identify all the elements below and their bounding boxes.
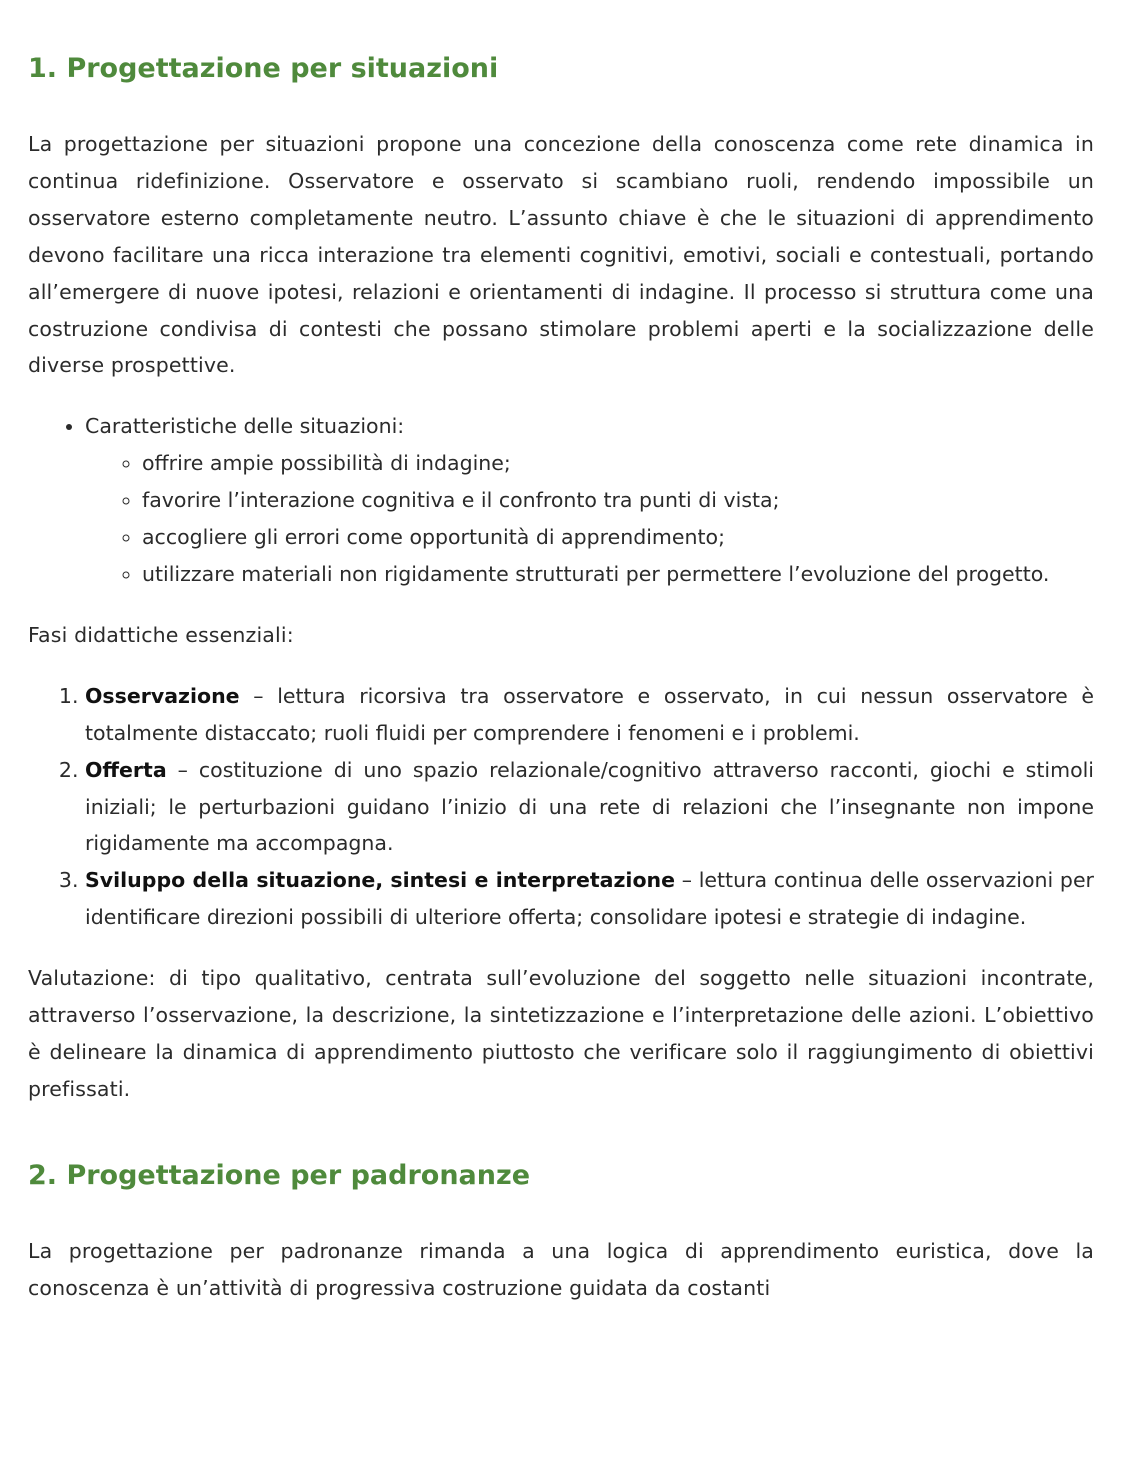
section-2-intro-paragraph: La progettazione per padronanze rimanda a una logica di apprendimento euristica, dove la conoscenza è un’attività di progressiva costruzione guidata da costanti [28,1238,1094,1300]
phase-item [85,678,1094,752]
phase-text: – costituzione di uno spazio relazionale/cognitivo attraverso racconti, giochi e stimoli iniziali; le perturbazioni guidano l’inizio di una rete di relazioni che l’insegnante non impone rigidamente ma accompagna. [85,757,1094,856]
phase-item [85,862,1094,936]
evaluation-paragraph: Valutazione: di tipo qualitativo, centrata sull’evoluzione del soggetto nelle situazioni incontrate, attraverso l’osservazione, la descrizione, la sintetizzazione e l’interpretazione delle azioni. L’obiettivo è delineare la dinamica di apprendimento piuttosto che verificare solo il raggiungimento di obiettivi prefissati. [28,966,1094,1101]
phase-text: – lettura continua delle osservazioni per identificare direzioni possibili di ulteriore offerta; consolidare ipotesi e strategie di indagine. [85,868,1094,930]
phase-name: Sviluppo della situazione, sintesi e interpretazione [85,868,676,893]
phase-text: – lettura ricorsiva tra osservatore e osservato, in cui nessun osservatore è totalmente distaccato; ruoli fluidi per comprendere i fenomeni e i problemi. [85,683,1094,745]
phases-label: Fasi didattiche essenziali: [28,622,294,647]
section-1-heading: 1. Progettazione per situazioni [28,53,499,84]
sub-list-item: ◦ accogliere gli errori come opportunità di apprendimento; [142,519,1094,556]
sub-list-item: ◦ offrire ampie possibilità di indagine; [142,445,1094,482]
phase-name: Offerta [85,757,167,782]
characteristics-list [28,408,1094,593]
sub-list-item: ◦ favorire l’interazione cognitiva e il confronto tra punti di vista; [142,482,1094,519]
sub-list-item: ◦ utilizzare materiali non rigidamente strutturati per permettere l’evoluzione del progetto. [142,556,1094,593]
phase-item [85,752,1094,863]
characteristics-list-item [85,408,1094,593]
characteristics-sub-list [85,445,1094,593]
phases-list [28,678,1094,936]
phase-name: Osservazione [85,683,240,708]
section-2-heading: 2. Progettazione per padronanze [28,1159,531,1191]
section-1-intro-paragraph: La progettazione per situazioni propone una concezione della conoscenza come rete dinamica in continua ridefinizione. Osservatore e osservato si scambiano ruoli, rendendo impossibile un osservatore esterno completamente neutro. L’assunto chiave è che le situazioni di apprendimento devono facilitare una ricca interazione tra elementi cognitivi, emotivi, sociali e contestuali, portando all’emergere di nuove ipotesi, relazioni e orientamenti di indagine. Il processo si struttura come una costruzione condivisa di contesti che possano stimolare problemi aperti e la socializzazione delle diverse prospettive. [28,132,1094,378]
characteristics-label: Caratteristiche delle situazioni: [85,414,405,439]
